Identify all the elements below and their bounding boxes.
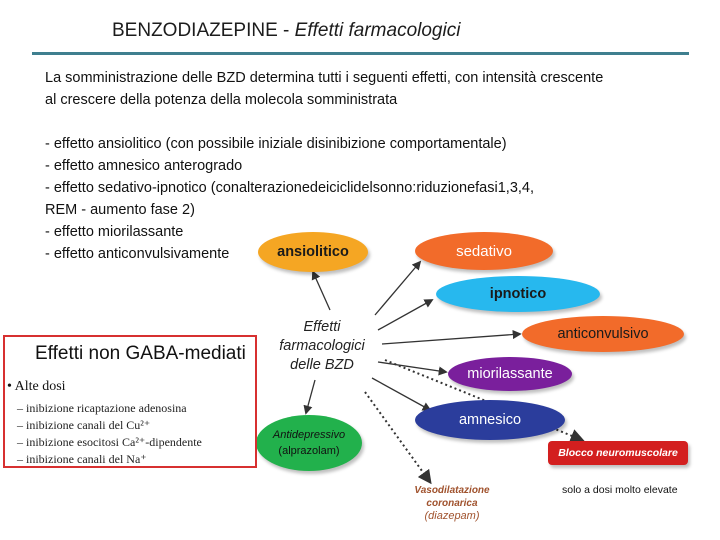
non-gaba-title: Effetti non GABA-mediati [35, 343, 246, 364]
node-vasodilatazione [398, 484, 506, 523]
non-gaba-item: – inibizione esocitosi Ca²⁺-dipendente [17, 435, 202, 449]
node-miorilassante-label: miorilassante [467, 366, 553, 382]
node-antidepressivo-drug: (alprazolam) [278, 445, 340, 457]
node-anticonvulsivo [522, 316, 684, 352]
node-amnesico [415, 400, 565, 440]
effect-item: - effetto ansiolitico (con possibile iniziale disinibizione comportamentale) [45, 136, 507, 152]
diagram-center [262, 318, 382, 375]
arrow-sedativo [375, 262, 420, 315]
node-sedativo [415, 232, 553, 270]
blocco-note: solo a dosi molto elevate [562, 484, 678, 496]
arrow-miorilassante [378, 362, 446, 372]
intro-line-2: al crescere della potenza della molecola somministrata [45, 92, 398, 108]
effect-item: - effetto amnesico anterogrado [45, 158, 243, 174]
center-line: Effetti [303, 319, 341, 335]
arrow-amnesico [372, 378, 430, 410]
arrow-ipnotico [378, 300, 432, 330]
node-anticonvulsivo-label: anticonvulsivo [557, 326, 649, 342]
node-antidepressivo-label: Antidepressivo [272, 429, 346, 441]
vaso-line: Vasodilatazione [414, 485, 490, 496]
effect-item: - effetto sedativo-ipnotico (conalterazionedeiciclidelsonno:riduzionefasi1,3,4, [45, 180, 534, 196]
effect-item: - effetto miorilassante [45, 224, 184, 240]
node-ipnotico-label: ipnotico [489, 286, 547, 302]
intro-line-1: La somministrazione delle BZD determina tutti i seguenti effetti, con intensità crescente [45, 70, 604, 86]
non-gaba-subtitle: • Alte dosi [7, 379, 66, 394]
effect-item: - effetto anticonvulsivamente [45, 246, 230, 262]
center-line: delle BZD [290, 357, 354, 373]
arrow-anticonvulsivo [382, 334, 520, 344]
node-blocco-label: Blocco neuromuscolare [558, 447, 678, 459]
arrow-antidepressivo [306, 380, 315, 413]
node-blocco [548, 441, 688, 465]
title-main: BENZODIAZEPINE - [112, 20, 295, 41]
node-ipnotico [436, 276, 600, 312]
node-ansiolitico [258, 232, 368, 272]
effect-item: REM - aumento fase 2) [45, 202, 195, 218]
title-italic: Effetti farmacologici [294, 20, 461, 41]
node-antidepressivo [256, 415, 362, 471]
non-gaba-item: – inibizione canali del Cu²⁺ [17, 418, 151, 432]
node-ansiolitico-label: ansiolitico [277, 244, 349, 260]
non-gaba-item: – inibizione ricaptazione adenosina [17, 401, 187, 415]
vaso-line: coronarica [426, 498, 478, 509]
arrow-ansiolitico [313, 272, 330, 310]
node-sedativo-label: sedativo [456, 242, 512, 260]
vaso-drug: (diazepam) [424, 510, 480, 522]
non-gaba-box [3, 335, 257, 468]
arrow-vasodilatazione [365, 392, 430, 482]
node-amnesico-label: amnesico [458, 412, 522, 428]
node-miorilassante [448, 357, 572, 391]
non-gaba-item: – inibizione canali del Na⁺ [17, 452, 147, 466]
center-line: farmacologici [279, 338, 365, 354]
